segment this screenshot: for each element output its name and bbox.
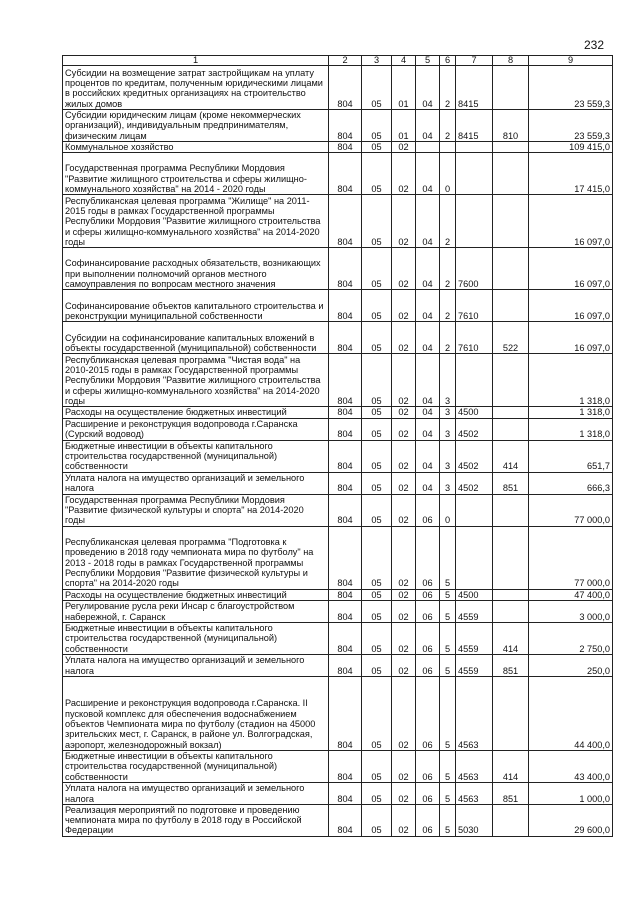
- row-name: Государственная программа Республики Мордовия "Развитие жилищного строительства и сферы жилищно-коммунального хозяйства" на 2014 - 2020 годы: [63, 153, 329, 195]
- section-code: 05: [362, 600, 392, 622]
- subprogram-code: 5: [440, 782, 456, 804]
- amount: 23 559,3: [529, 110, 613, 142]
- table-row: [63, 600, 613, 622]
- table-row: [63, 676, 613, 750]
- amount: 16 097,0: [529, 195, 613, 248]
- section-code: 05: [362, 322, 392, 354]
- chapter-code: 804: [329, 440, 362, 472]
- program-code: 04: [416, 290, 440, 322]
- section-code: 05: [362, 750, 392, 782]
- subprogram-code: 3: [440, 354, 456, 407]
- subsection-code: 02: [392, 622, 416, 654]
- column-header-4: 4: [392, 56, 416, 66]
- subsection-code: 02: [392, 418, 416, 440]
- subsection-code: 02: [392, 589, 416, 600]
- subsection-code: 02: [392, 195, 416, 248]
- column-header-6: 6: [440, 56, 456, 66]
- amount: 3 000,0: [529, 600, 613, 622]
- column-header-3: 3: [362, 56, 392, 66]
- table-row: [63, 66, 613, 110]
- chapter-code: 804: [329, 622, 362, 654]
- subprogram-code: 3: [440, 418, 456, 440]
- target-item-code: 7610: [456, 290, 493, 322]
- subprogram-code: 0: [440, 494, 456, 526]
- section-code: 05: [362, 782, 392, 804]
- amount: 651,7: [529, 440, 613, 472]
- chapter-code: 804: [329, 782, 362, 804]
- section-code: 05: [362, 622, 392, 654]
- subprogram-code: 3: [440, 472, 456, 494]
- amount: 17 415,0: [529, 153, 613, 195]
- row-name: Софинансирование объектов капитального строительства и реконструкции муниципальной собственности: [63, 290, 329, 322]
- target-item-code: 8415: [456, 66, 493, 110]
- section-code: 05: [362, 472, 392, 494]
- row-name: Софинансирование расходных обязательств, возникающих при выполнении полномочий органов местного самоуправления по вопросам местного значения: [63, 248, 329, 290]
- amount: 1 318,0: [529, 418, 613, 440]
- program-code: 04: [416, 418, 440, 440]
- subsection-code: 01: [392, 66, 416, 110]
- amount: 109 415,0: [529, 142, 613, 153]
- chapter-code: 804: [329, 354, 362, 407]
- column-header-5: 5: [416, 56, 440, 66]
- section-code: 05: [362, 153, 392, 195]
- section-code: 05: [362, 494, 392, 526]
- amount: 47 400,0: [529, 589, 613, 600]
- program-code: 04: [416, 110, 440, 142]
- row-name: Уплата налога на имущество организаций и земельного налога: [63, 472, 329, 494]
- column-header-9: 9: [529, 56, 613, 66]
- program-code: 06: [416, 804, 440, 836]
- subsection-code: 02: [392, 472, 416, 494]
- row-name: Бюджетные инвестиции в объекты капитального строительства государственной (муниципальной) собственности: [63, 750, 329, 782]
- program-code: 04: [416, 354, 440, 407]
- budget-table: [62, 55, 613, 837]
- chapter-code: 804: [329, 322, 362, 354]
- section-code: 05: [362, 676, 392, 750]
- table-row: [63, 440, 613, 472]
- chapter-code: 804: [329, 66, 362, 110]
- amount: 16 097,0: [529, 290, 613, 322]
- target-item-code: 7600: [456, 248, 493, 290]
- expense-type-code: [493, 153, 529, 195]
- target-item-code: 4559: [456, 654, 493, 676]
- chapter-code: 804: [329, 290, 362, 322]
- subsection-code: 02: [392, 248, 416, 290]
- subprogram-code: 5: [440, 676, 456, 750]
- expense-type-code: [493, 248, 529, 290]
- target-item-code: 5030: [456, 804, 493, 836]
- amount: 44 400,0: [529, 676, 613, 750]
- target-item-code: 4563: [456, 750, 493, 782]
- row-name: Расходы на осуществление бюджетных инвестиций: [63, 589, 329, 600]
- target-item-code: [456, 354, 493, 407]
- expense-type-code: 414: [493, 622, 529, 654]
- subsection-code: 02: [392, 782, 416, 804]
- chapter-code: 804: [329, 600, 362, 622]
- table-header-row: [63, 56, 613, 66]
- expense-type-code: [493, 418, 529, 440]
- subprogram-code: 5: [440, 750, 456, 782]
- section-code: 05: [362, 589, 392, 600]
- subprogram-code: 5: [440, 526, 456, 589]
- subsection-code: 02: [392, 322, 416, 354]
- expense-type-code: [493, 66, 529, 110]
- amount: 43 400,0: [529, 750, 613, 782]
- row-name: Субсидии на софинансирование капитальных вложений в объекты государственной (муниципальной) собственности: [63, 322, 329, 354]
- section-code: 05: [362, 248, 392, 290]
- section-code: 05: [362, 804, 392, 836]
- section-code: 05: [362, 354, 392, 407]
- table-row: [63, 622, 613, 654]
- expense-type-code: 414: [493, 440, 529, 472]
- table-row: [63, 354, 613, 407]
- column-header-2: 2: [329, 56, 362, 66]
- expense-type-code: 810: [493, 110, 529, 142]
- target-item-code: 4500: [456, 589, 493, 600]
- chapter-code: 804: [329, 472, 362, 494]
- table-row: [63, 472, 613, 494]
- row-name: Субсидии юридическим лицам (кроме некоммерческих организаций), индивидуальным предпринимателям, физическим лицам: [63, 110, 329, 142]
- row-name: Расширение и реконструкция водопровода г.Саранска. II пусковой комплекс для обеспечения водоснабжением объектов Чемпионата мира по футболу (стадион на 45000 зрительских мест, г. Саранск, в районе ул. Волгоградская, аэропорт, железнодорожный вокзал): [63, 676, 329, 750]
- row-name: Республиканская целевая программа "Чистая вода" на 2010-2015 годы в рамках Государственной программы Республики Мордовия "Развитие жилищного строительства и сферы жилищно-коммунального хозяйства" на 2014-2020 годы: [63, 354, 329, 407]
- program-code: 06: [416, 526, 440, 589]
- program-code: 06: [416, 494, 440, 526]
- section-code: 05: [362, 440, 392, 472]
- section-code: 05: [362, 290, 392, 322]
- section-code: 05: [362, 418, 392, 440]
- subprogram-code: 2: [440, 322, 456, 354]
- program-code: 06: [416, 622, 440, 654]
- expense-type-code: [493, 290, 529, 322]
- table-row: [63, 290, 613, 322]
- amount: 666,3: [529, 472, 613, 494]
- amount: 77 000,0: [529, 526, 613, 589]
- row-name: Регулирование русла реки Инсар с благоустройством набережной, г. Саранск: [63, 600, 329, 622]
- column-header-1: 1: [63, 56, 329, 66]
- chapter-code: 804: [329, 676, 362, 750]
- amount: 16 097,0: [529, 248, 613, 290]
- subprogram-code: 5: [440, 804, 456, 836]
- chapter-code: 804: [329, 407, 362, 418]
- program-code: 04: [416, 153, 440, 195]
- expense-type-code: [493, 354, 529, 407]
- row-name: Коммунальное хозяйство: [63, 142, 329, 153]
- row-name: Уплата налога на имущество организаций и земельного налога: [63, 782, 329, 804]
- subsection-code: 02: [392, 600, 416, 622]
- expense-type-code: [493, 195, 529, 248]
- row-name: Республиканская целевая программа "Подготовка к проведению в 2018 году чемпионата мира по футболу" на 2013 - 2018 годы в рамках Государственной программы Республики Мордовия "Развитие физической культуры и спорта" на 2014-2020 годы: [63, 526, 329, 589]
- subsection-code: 02: [392, 153, 416, 195]
- subsection-code: 02: [392, 654, 416, 676]
- subprogram-code: 2: [440, 110, 456, 142]
- row-name: Реализация мероприятий по подготовке и проведению чемпионата мира по футболу в 2018 году в Российской Федерации: [63, 804, 329, 836]
- column-header-8: 8: [493, 56, 529, 66]
- subprogram-code: 2: [440, 195, 456, 248]
- subsection-code: 02: [392, 142, 416, 153]
- table-row: [63, 654, 613, 676]
- table-row: [63, 782, 613, 804]
- section-code: 05: [362, 654, 392, 676]
- subsection-code: 02: [392, 440, 416, 472]
- column-header-7: 7: [456, 56, 493, 66]
- program-code: 04: [416, 66, 440, 110]
- amount: 1 000,0: [529, 782, 613, 804]
- program-code: 06: [416, 782, 440, 804]
- subsection-code: 02: [392, 750, 416, 782]
- chapter-code: 804: [329, 654, 362, 676]
- target-item-code: [456, 526, 493, 589]
- subprogram-code: 2: [440, 248, 456, 290]
- subprogram-code: 2: [440, 66, 456, 110]
- subsection-code: 02: [392, 494, 416, 526]
- subprogram-code: 3: [440, 407, 456, 418]
- program-code: 06: [416, 600, 440, 622]
- row-name: Республиканская целевая программа "Жилище" на 2011-2015 годы в рамках Государственной программы Республики Мордовия "Развитие жилищного строительства и сферы жилищно-коммунального хозяйства" на 2014-2020 годы: [63, 195, 329, 248]
- target-item-code: [456, 494, 493, 526]
- expense-type-code: [493, 142, 529, 153]
- subsection-code: 02: [392, 290, 416, 322]
- table-row: [63, 494, 613, 526]
- amount: 16 097,0: [529, 322, 613, 354]
- table-row: [63, 407, 613, 418]
- row-name: Государственная программа Республики Мордовия "Развитие физической культуры и спорта" на 2014-2020 годы: [63, 494, 329, 526]
- program-code: 04: [416, 248, 440, 290]
- expense-type-code: [493, 676, 529, 750]
- subprogram-code: 5: [440, 600, 456, 622]
- target-item-code: 4563: [456, 782, 493, 804]
- program-code: 04: [416, 472, 440, 494]
- expense-type-code: [493, 600, 529, 622]
- section-code: 05: [362, 110, 392, 142]
- chapter-code: 804: [329, 526, 362, 589]
- subprogram-code: 5: [440, 589, 456, 600]
- expense-type-code: 851: [493, 782, 529, 804]
- section-code: 05: [362, 142, 392, 153]
- expense-type-code: 851: [493, 472, 529, 494]
- expense-type-code: 851: [493, 654, 529, 676]
- expense-type-code: [493, 804, 529, 836]
- target-item-code: 4500: [456, 407, 493, 418]
- table-row: [63, 195, 613, 248]
- target-item-code: [456, 142, 493, 153]
- table-body: [63, 66, 613, 837]
- target-item-code: 4502: [456, 440, 493, 472]
- chapter-code: 804: [329, 804, 362, 836]
- expense-type-code: 414: [493, 750, 529, 782]
- program-code: 06: [416, 676, 440, 750]
- expense-type-code: [493, 589, 529, 600]
- subsection-code: 02: [392, 354, 416, 407]
- section-code: 05: [362, 407, 392, 418]
- program-code: 04: [416, 322, 440, 354]
- target-item-code: 4559: [456, 600, 493, 622]
- program-code: [416, 142, 440, 153]
- amount: 250,0: [529, 654, 613, 676]
- row-name: Расширение и реконструкция водопровода г.Саранска (Сурский водовод): [63, 418, 329, 440]
- table-row: [63, 804, 613, 836]
- table-row: [63, 110, 613, 142]
- section-code: 05: [362, 66, 392, 110]
- expense-type-code: [493, 526, 529, 589]
- target-item-code: 4502: [456, 472, 493, 494]
- subprogram-code: [440, 142, 456, 153]
- amount: 23 559,3: [529, 66, 613, 110]
- amount: 2 750,0: [529, 622, 613, 654]
- chapter-code: 804: [329, 750, 362, 782]
- page-number: 232: [584, 38, 605, 52]
- subsection-code: 01: [392, 110, 416, 142]
- subsection-code: 02: [392, 804, 416, 836]
- target-item-code: 7610: [456, 322, 493, 354]
- subsection-code: 02: [392, 526, 416, 589]
- chapter-code: 804: [329, 110, 362, 142]
- subsection-code: 02: [392, 407, 416, 418]
- chapter-code: 804: [329, 589, 362, 600]
- table-row: [63, 153, 613, 195]
- table-row: [63, 526, 613, 589]
- program-code: 04: [416, 195, 440, 248]
- chapter-code: 804: [329, 248, 362, 290]
- row-name: Бюджетные инвестиции в объекты капитального строительства государственной (муниципальной) собственности: [63, 440, 329, 472]
- chapter-code: 804: [329, 195, 362, 248]
- program-code: 04: [416, 440, 440, 472]
- expense-type-code: [493, 494, 529, 526]
- target-item-code: 8415: [456, 110, 493, 142]
- chapter-code: 804: [329, 153, 362, 195]
- target-item-code: 4559: [456, 622, 493, 654]
- amount: 1 318,0: [529, 354, 613, 407]
- row-name: Расходы на осуществление бюджетных инвестиций: [63, 407, 329, 418]
- target-item-code: [456, 195, 493, 248]
- section-code: 05: [362, 195, 392, 248]
- table-row: [63, 142, 613, 153]
- amount: 1 318,0: [529, 407, 613, 418]
- expense-type-code: [493, 407, 529, 418]
- chapter-code: 804: [329, 494, 362, 526]
- program-code: 06: [416, 589, 440, 600]
- table-row: [63, 248, 613, 290]
- subprogram-code: 5: [440, 622, 456, 654]
- section-code: 05: [362, 526, 392, 589]
- row-name: Субсидии на возмещение затрат застройщикам на уплату процентов по кредитам, полученным юридическими лицами в российских кредитных организациях на строительство жилых домов: [63, 66, 329, 110]
- program-code: 04: [416, 407, 440, 418]
- target-item-code: [456, 153, 493, 195]
- chapter-code: 804: [329, 142, 362, 153]
- amount: 77 000,0: [529, 494, 613, 526]
- table-row: [63, 322, 613, 354]
- target-item-code: 4502: [456, 418, 493, 440]
- table-row: [63, 418, 613, 440]
- subprogram-code: 5: [440, 654, 456, 676]
- table-row: [63, 589, 613, 600]
- amount: 29 600,0: [529, 804, 613, 836]
- row-name: Бюджетные инвестиции в объекты капитального строительства государственной (муниципальной) собственности: [63, 622, 329, 654]
- row-name: Уплата налога на имущество организаций и земельного налога: [63, 654, 329, 676]
- target-item-code: 4563: [456, 676, 493, 750]
- program-code: 06: [416, 654, 440, 676]
- expense-type-code: 522: [493, 322, 529, 354]
- table-row: [63, 750, 613, 782]
- subsection-code: 02: [392, 676, 416, 750]
- subprogram-code: 0: [440, 153, 456, 195]
- subprogram-code: 2: [440, 290, 456, 322]
- subprogram-code: 3: [440, 440, 456, 472]
- program-code: 06: [416, 750, 440, 782]
- chapter-code: 804: [329, 418, 362, 440]
